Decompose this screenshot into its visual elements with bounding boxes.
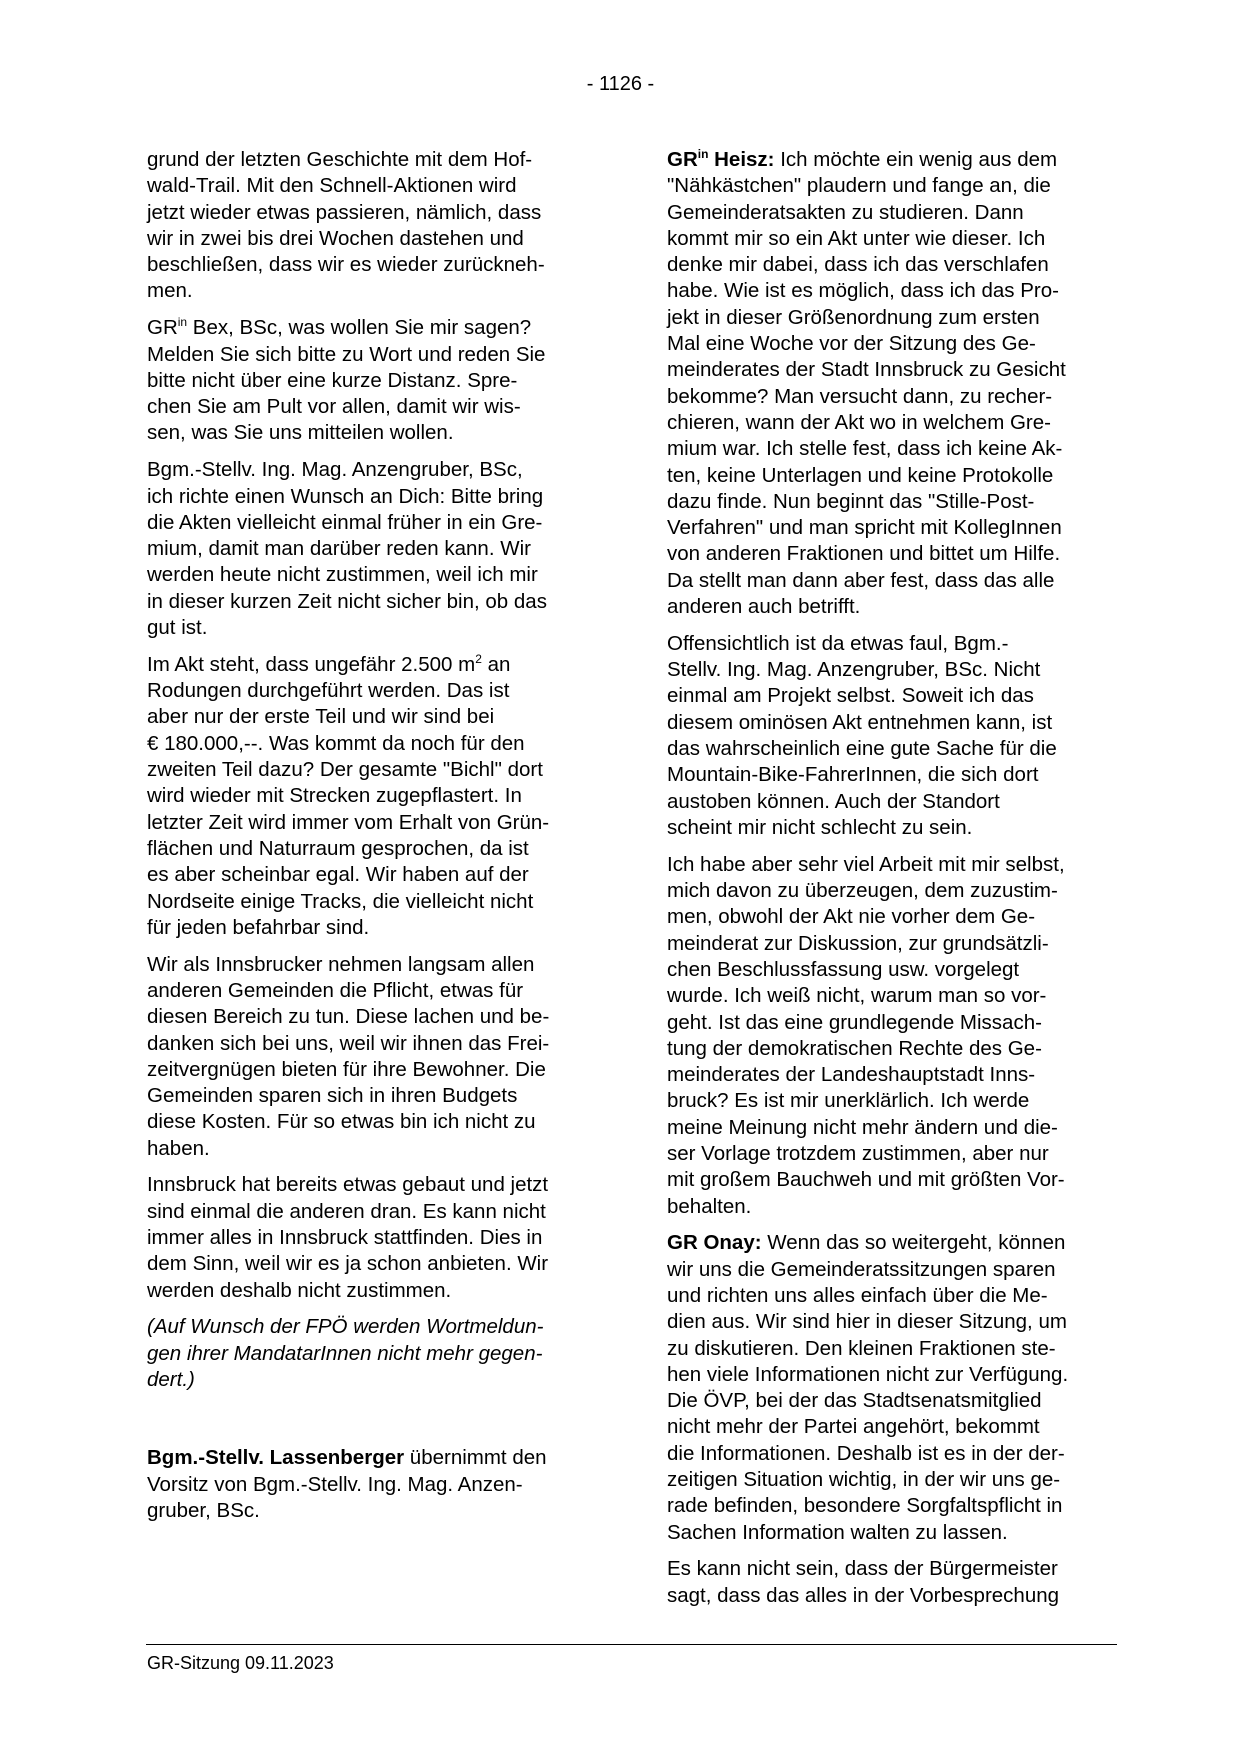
text-line: Mountain-Bike-FahrerInnen, die sich dort (667, 763, 1039, 787)
text-line: diesen Bereich zu tun. Diese lachen und be- (147, 1005, 550, 1029)
text-line: Sachen Information walten zu lassen. (667, 1520, 1008, 1544)
text-line: sen, was Sie uns mitteilen wollen. (147, 421, 454, 445)
text-line: gen ihrer MandatarInnen nicht mehr gegen- (147, 1341, 543, 1365)
text-line: wurde. Ich weiß nicht, warum man so vor- (667, 984, 1047, 1008)
text-line: Ich habe aber sehr viel Arbeit mit mir selbst, (667, 852, 1065, 876)
text-line: die Akten vielleicht einmal früher in ein Gre- (147, 510, 543, 534)
text-line: Bex, BSc, was wollen Sie mir sagen? (187, 316, 532, 340)
superscript: in (177, 315, 188, 330)
superscript: 2 (475, 651, 482, 666)
text-line: ser Vorlage trotzdem zustimmen, aber nur (667, 1141, 1049, 1165)
text-line: anderen auch betrifft. (667, 595, 861, 619)
text-line: dazu finde. Nun beginnt das "Stille-Post- (667, 489, 1035, 513)
speaker-name: Bgm.-Stellv. Lassenberger (147, 1446, 405, 1470)
text-line: zweiten Teil dazu? Der gesamte "Bichl" dort (147, 758, 543, 782)
text-line: anderen Gemeinden die Pflicht, etwas für (147, 978, 524, 1002)
text-line: men. (147, 279, 193, 303)
text-line: Ich möchte ein wenig aus dem (774, 148, 1058, 171)
paragraph (667, 852, 1119, 1220)
text-line: rade befinden, besondere Sorgfaltspflicht in (667, 1494, 1063, 1518)
text-line: einmal am Projekt selbst. Soweit ich das (667, 684, 1034, 708)
text-line: Vorsitz von Bgm.-Stellv. Ing. Mag. Anzen- (147, 1472, 523, 1496)
text-line: denke mir dabei, dass ich das verschlafen (667, 253, 1049, 277)
paragraph (147, 652, 599, 941)
speaker-name: GR Onay: (667, 1231, 762, 1255)
text-line: Gemeinden sparen sich in ihren Budgets (147, 1084, 518, 1108)
text-line: immer alles in Innsbruck stattfinden. Dies in (147, 1226, 543, 1250)
page-number: - 1126 - (586, 73, 655, 95)
chair-change-note (147, 1445, 599, 1524)
text-line: chieren, wann der Akt wo in welchem Gre- (667, 410, 1051, 434)
paragraph (667, 147, 1119, 620)
paragraph (667, 631, 1119, 841)
text-line: jekt in dieser Größenordnung zum ersten (667, 305, 1040, 329)
paragraph (147, 952, 599, 1162)
text-line: wir uns die Gemeinderatssitzungen sparen (667, 1257, 1056, 1281)
text-line: chen Beschlussfassung usw. vorgelegt (667, 957, 1020, 981)
text-line: (Auf Wunsch der FPÖ werden Wortmeldun- (147, 1315, 544, 1339)
superscript: in (697, 147, 709, 161)
paragraph (147, 147, 599, 305)
text-line: grund der letzten Geschichte mit dem Hof- (147, 148, 533, 171)
text-line: danken sich bei uns, weil wir ihnen das Frei- (147, 1031, 550, 1055)
text-line: meinderates der Landeshauptstadt Inns- (667, 1063, 1036, 1087)
text-line: wird wieder mit Strecken zugepflastert. In (147, 784, 522, 808)
text-line: diese Kosten. Für so etwas bin ich nicht zu (147, 1110, 536, 1134)
text-line: ten, keine Unterlagen und keine Protokolle (667, 463, 1054, 487)
paragraph (667, 1230, 1119, 1546)
text-line: die Informationen. Deshalb ist es in der der- (667, 1441, 1065, 1465)
text-line: Offensichtlich ist da etwas faul, Bgm.- (667, 631, 1009, 655)
text-line: Verfahren" und man spricht mit KollegInnen (667, 516, 1062, 540)
text-line: es aber scheinbar egal. Wir haben auf der (147, 863, 529, 887)
text-line: Wenn das so weitergeht, können (761, 1231, 1066, 1255)
right-column (667, 147, 1119, 1620)
text-line: gruber, BSc. (147, 1498, 260, 1522)
text-line: von anderen Fraktionen und bittet um Hilfe. (667, 542, 1061, 566)
paragraph (667, 1556, 1119, 1609)
text-line: chen Sie am Pult vor allen, damit wir wis- (147, 395, 521, 419)
text-line: Bgm.-Stellv. Ing. Mag. Anzengruber, BSc, (147, 458, 523, 482)
text-line: hen viele Informationen nicht zur Verfügung. (667, 1362, 1069, 1386)
speaker-title: GR (147, 316, 178, 340)
text-line: Innsbruck hat bereits etwas gebaut und jetzt (147, 1173, 549, 1197)
text-line: dien aus. Wir sind hier in dieser Sitzung, um (667, 1310, 1067, 1334)
text-line: zeitigen Situation wichtig, in der wir uns ge- (667, 1468, 1061, 1492)
text-line: Nordseite einige Tracks, die vielleicht nicht (147, 889, 534, 913)
text-line: werden deshalb nicht zustimmen. (147, 1278, 452, 1302)
text-line: Rodungen durchgeführt werden. Das ist (147, 679, 510, 703)
text-line: Es kann nicht sein, dass der Bürgermeister (667, 1557, 1058, 1581)
procedural-note (147, 1314, 599, 1393)
text-line: gut ist. (147, 616, 208, 640)
text-line: bekomme? Man versucht dann, zu recher- (667, 384, 1053, 408)
text-line: wir in zwei bis drei Wochen dastehen und (147, 226, 524, 250)
text-line: meinderates der Stadt Innsbruck zu Gesicht (667, 358, 1066, 382)
paragraph (147, 457, 599, 641)
text-line: nicht mehr der Partei angehört, bekommt (667, 1415, 1040, 1439)
text-line: flächen und Naturraum gesprochen, da ist (147, 836, 529, 860)
text-line: meinderat zur Diskussion, zur grundsätzli- (667, 931, 1049, 955)
text-line: behalten. (667, 1194, 752, 1218)
text-line: geht. Ist das eine grundlegende Missach- (667, 1010, 1042, 1034)
speaker-title: GR (667, 148, 698, 171)
text-line: bruck? Es ist mir unerklärlich. Ich werde (667, 1089, 1030, 1113)
text-line: jetzt wieder etwas passieren, nämlich, dass (147, 200, 542, 224)
footer-divider (146, 1644, 1117, 1645)
text-line: kommt mir so ein Akt unter wie dieser. Ich (667, 226, 1046, 250)
text-line: Mal eine Woche vor der Sitzung des Ge- (667, 332, 1036, 356)
text-line: und richten uns alles einfach über die Me- (667, 1283, 1048, 1307)
text-line: das wahrscheinlich eine gute Sache für die (667, 737, 1057, 761)
paragraph (147, 1172, 599, 1303)
text-line: wald-Trail. Mit den Schnell-Aktionen wird (147, 174, 517, 198)
text-line: Stellv. Ing. Mag. Anzengruber, BSc. Nicht (667, 658, 1041, 682)
text-line: letzter Zeit wird immer vom Erhalt von Grün- (147, 810, 550, 834)
text-line: € 180.000,--. Was kommt da noch für den (147, 731, 525, 755)
text-line: dert.) (147, 1368, 195, 1392)
text-line: men, obwohl der Akt nie vorher dem Ge- (667, 905, 1036, 929)
text-line: für jeden befahrbar sind. (147, 915, 370, 939)
text-line: zu diskutieren. Den kleinen Fraktionen ste- (667, 1336, 1056, 1360)
text-line: "Nähkästchen" plaudern und fange an, die (667, 174, 1051, 198)
text-line: dem Sinn, weil wir es ja schon anbieten. Wir (147, 1252, 549, 1276)
text-line: in dieser kurzen Zeit nicht sicher bin, ob das (147, 589, 547, 613)
text-line: diesem ominösen Akt entnehmen kann, ist (667, 710, 1053, 734)
paragraph (147, 315, 599, 446)
text-line: meine Meinung nicht mehr ändern und die- (667, 1115, 1058, 1139)
text-line: Melden Sie sich bitte zu Wort und reden Sie (147, 342, 546, 366)
text-line: bitte nicht über eine kurze Distanz. Spre- (147, 368, 518, 392)
text-line: ich richte einen Wunsch an Dich: Bitte bring (147, 484, 544, 508)
text-line: übernimmt den (404, 1446, 547, 1470)
speaker-name: Heisz: (708, 148, 775, 171)
text-line: haben. (147, 1136, 210, 1160)
text-line: Gemeinderatsakten zu studieren. Dann (667, 200, 1024, 224)
text-line: werden heute nicht zustimmen, weil ich mir (147, 563, 538, 587)
text-line: austoben können. Auch der Standort (667, 789, 1000, 813)
text-line: beschließen, dass wir es wieder zurückneh- (147, 253, 545, 277)
text-line: mit großem Bauchweh und mit größten Vor- (667, 1168, 1065, 1192)
text-line: tung der demokratischen Rechte des Ge- (667, 1036, 1042, 1060)
left-column (147, 147, 599, 1535)
text-line: mium, damit man darüber reden kann. Wir (147, 537, 531, 561)
text-line: Die ÖVP, bei der das Stadtsenatsmitglied (667, 1389, 1042, 1413)
text-line: zeitvergnügen bieten für ihre Bewohner. Die (147, 1057, 546, 1081)
text-line: an (481, 652, 511, 676)
footer-session-date: GR-Sitzung 09.11.2023 (147, 1653, 334, 1673)
text-line: habe. Wie ist es möglich, dass ich das Pro- (667, 279, 1059, 303)
text-line: mich davon zu überzeugen, dem zuzustim- (667, 879, 1058, 903)
text-line: Im Akt steht, dass ungefähr 2.500 m (147, 652, 476, 676)
text-line: sind einmal die anderen dran. Es kann nicht (147, 1199, 546, 1223)
text-line: sagt, dass das alles in der Vorbesprechung (667, 1583, 1060, 1607)
text-line: scheint mir nicht schlecht zu sein. (667, 815, 973, 839)
text-line: Da stellt man dann aber fest, dass das alle (667, 568, 1055, 592)
text-line: aber nur der erste Teil und wir sind bei (147, 705, 495, 729)
text-line: mium war. Ich stelle fest, dass ich keine Ak- (667, 437, 1063, 461)
text-line: Wir als Innsbrucker nehmen langsam allen (147, 952, 535, 976)
